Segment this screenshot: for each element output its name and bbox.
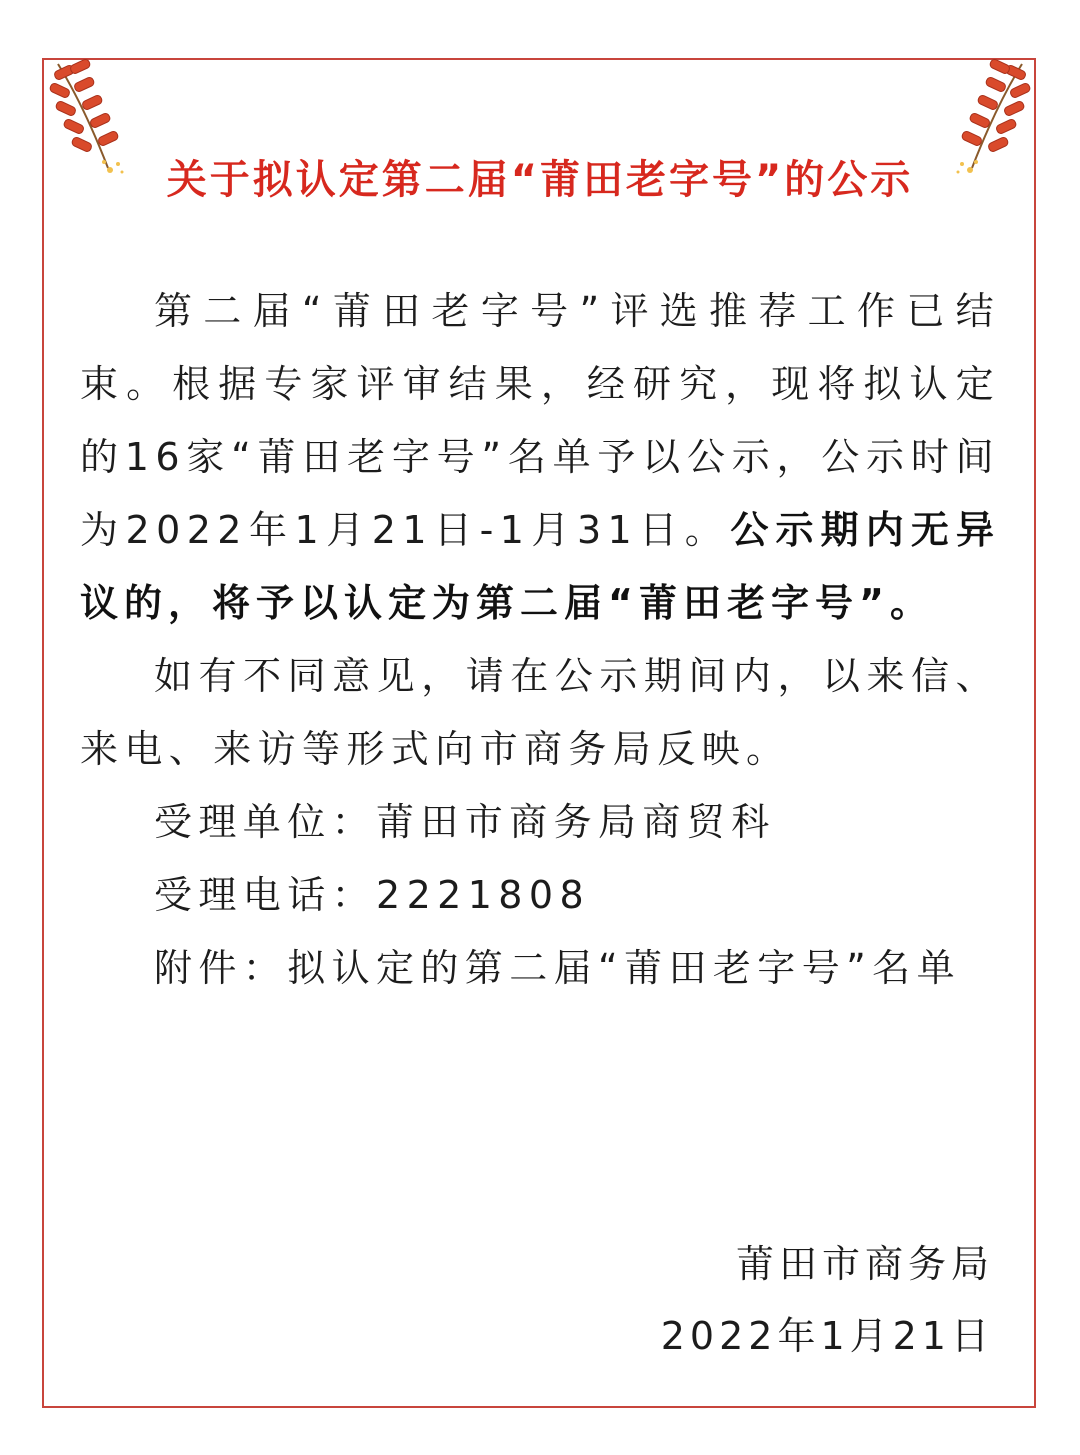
notice-paragraph-main — [80, 275, 1000, 640]
handling-phone: 受理电话：2221808 — [154, 873, 591, 917]
notice-title: 关于拟认定第二届“莆田老字号”的公示 — [166, 157, 914, 203]
notice-body — [80, 275, 1000, 1005]
notice-paragraph-feedback: 如有不同意见，请在公示期间内，以来信、来电、来访等形式向市商务局反映。 — [80, 654, 1000, 771]
notice-paragraph-main-text: 第二届“莆田老字号”评选推荐工作已结束。根据专家评审结果，经研究，现将拟认定的16家“莆田老字号”名单予以公示，公示时间为2022年1月21日-1月31日。 — [80, 289, 1000, 552]
signature-date: 2022年1月21日 — [660, 1314, 994, 1358]
notice-paragraph-main-emphasis: 公示期内无异议的，将予以认定为第二届“莆田老字号”。 — [80, 508, 1000, 625]
signature-organization: 莆田市商务局 — [735, 1242, 994, 1286]
handling-unit: 受理单位：莆田市商务局商贸科 — [154, 800, 776, 844]
attachment-line: 附件：拟认定的第二届“莆田老字号”名单 — [154, 946, 961, 990]
